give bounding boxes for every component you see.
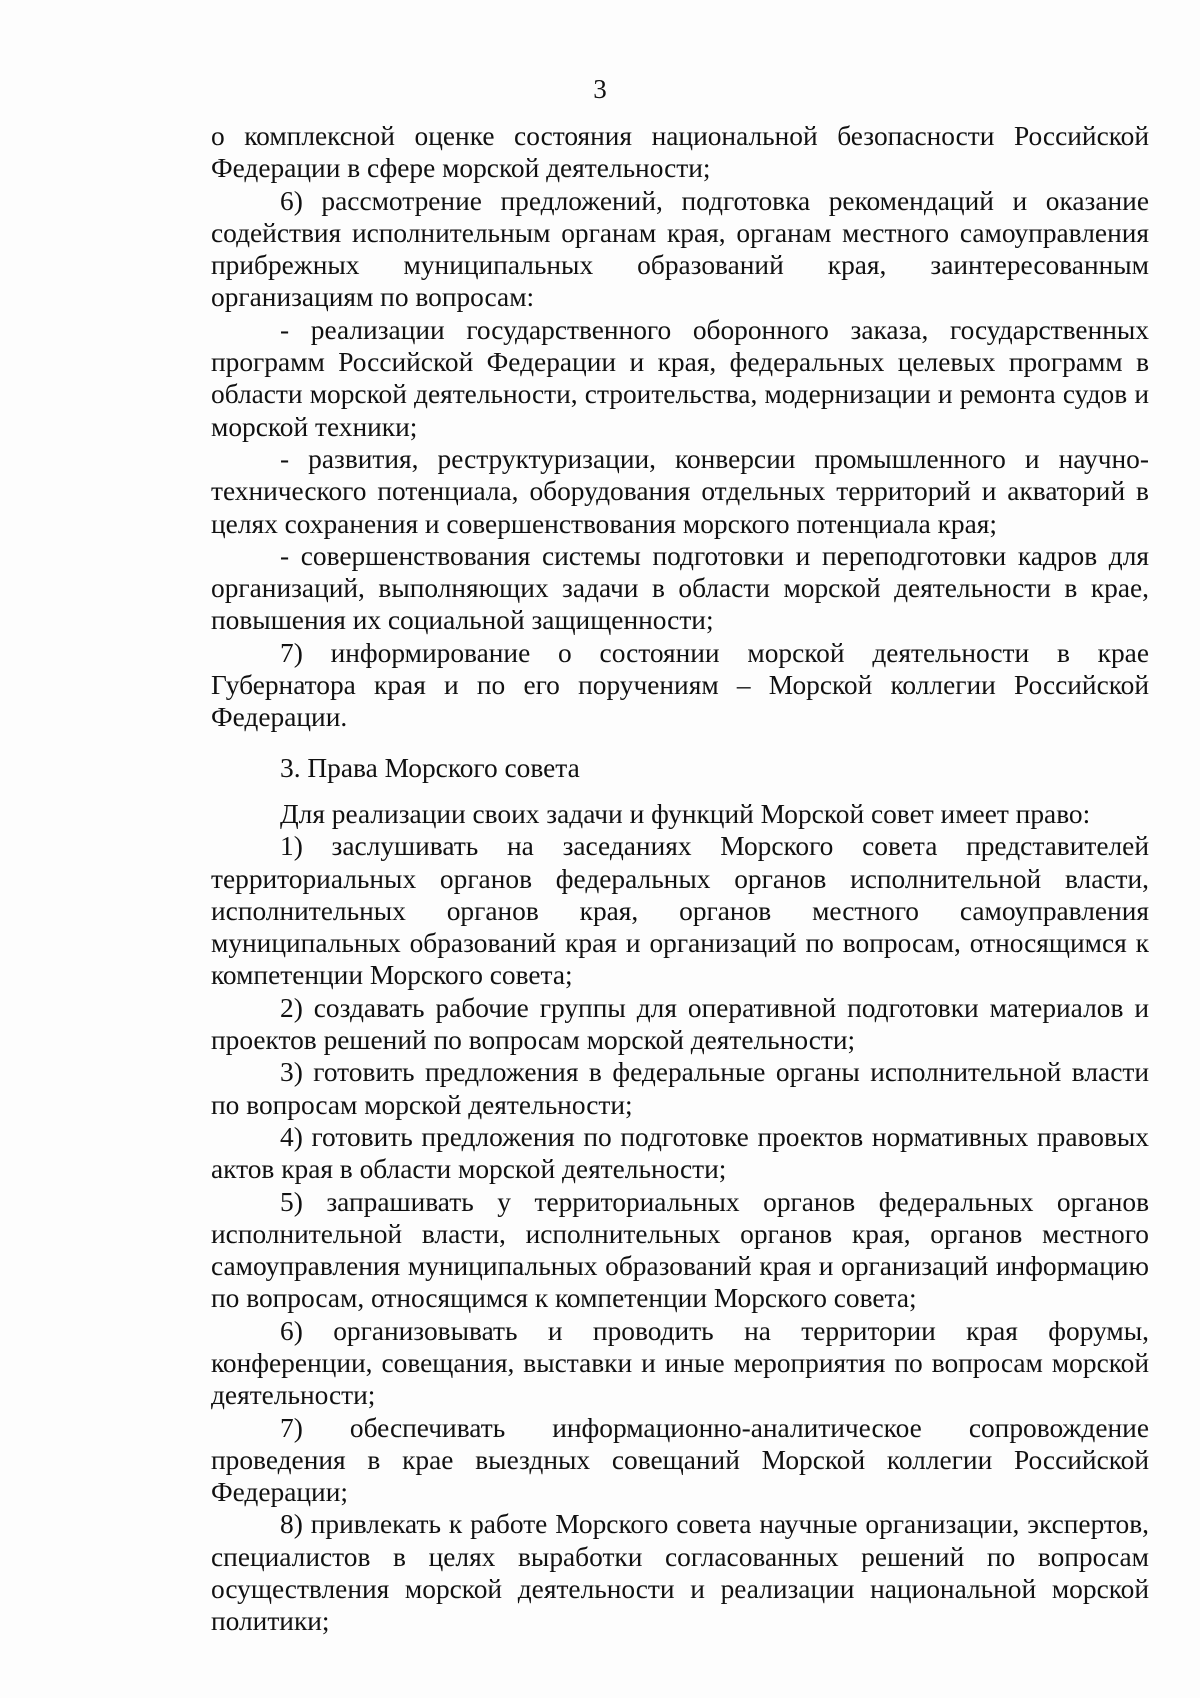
rights-intro: Для реализации своих задачи и функций Морской совет имеет право:	[280, 798, 1091, 829]
sub-item-personnel-training: - совершенствования системы подготовки и переподготовки кадров для организаций, выполняющих задачи в области морской деятельности в крае, повышения их социальной защищенности;	[211, 540, 1149, 636]
section-heading: 3. Права Морского совета	[280, 752, 580, 783]
list-item-6: 6) рассмотрение предложений, подготовка рекомендаций и оказание содействия исполнительным органам края, органам местного самоуправления прибрежных муниципальных образований края, заинтересованным организациям по вопросам:	[211, 185, 1149, 313]
rights-item-6: 6) организовывать и проводить на территории края форумы, конференции, совещания, выставки и иные мероприятия по вопросам морской деятельности;	[211, 1315, 1149, 1411]
rights-item-8: 8) привлекать к работе Морского совета научные организации, экспертов, специалистов в целях выработки согласованных решений по вопросам осуществления морской деятельности и реализации национальной морской политики;	[211, 1509, 1149, 1637]
rights-item-3: 3) готовить предложения в федеральные органы исполнительной власти по вопросам морской деятельности;	[211, 1057, 1149, 1120]
sub-item-industrial-potential: - развития, реструктуризации, конверсии промышленного и научно-технического потенциала, оборудования отдельных территорий и акваторий в целях сохранения и совершенствования морского потенциала края;	[211, 443, 1149, 539]
paragraph-continuation: о комплексной оценке состояния национальной безопасности Российской Федерации в сфере морской деятельности;	[211, 121, 1149, 184]
rights-item-2: 2) создавать рабочие группы для оперативной подготовки материалов и проектов решений по вопросам морской деятельности;	[211, 992, 1149, 1056]
rights-item-1: 1) заслушивать на заседаниях Морского совета представителей территориальных органов федеральных органов исполнительной власти, исполнительных органов края, органов местного самоуправления муниципальных образований края и организаций по вопросам, относящимся к компетенции Морского совета;	[211, 831, 1149, 991]
page-number: 3	[593, 74, 607, 104]
sub-item-defense-order: - реализации государственного оборонного заказа, государственных программ Российской Федерации и края, федеральных целевых программ в области морской деятельности, строительства, модернизации и ремонта судов и морской техники;	[211, 314, 1149, 442]
rights-item-7: 7) обеспечивать информационно-аналитическое сопровождение проведения в крае выездных совещаний Морской коллегии Российской Федерации;	[211, 1412, 1149, 1508]
rights-item-5: 5) запрашивать у территориальных органов федеральных органов исполнительной власти, исполнительных органов края, органов местного самоуправления муниципальных образований края и организаций информацию по вопросам, относящимся к компетенции Морского совета;	[211, 1186, 1149, 1314]
list-item-7: 7) информирование о состоянии морской деятельности в крае Губернатора края и по его поручениям – Морской коллегии Российской Федерации.	[211, 637, 1149, 733]
document-body	[211, 120, 1149, 1638]
rights-item-4: 4) готовить предложения по подготовке проектов нормативных правовых актов края в области морской деятельности;	[211, 1121, 1149, 1185]
